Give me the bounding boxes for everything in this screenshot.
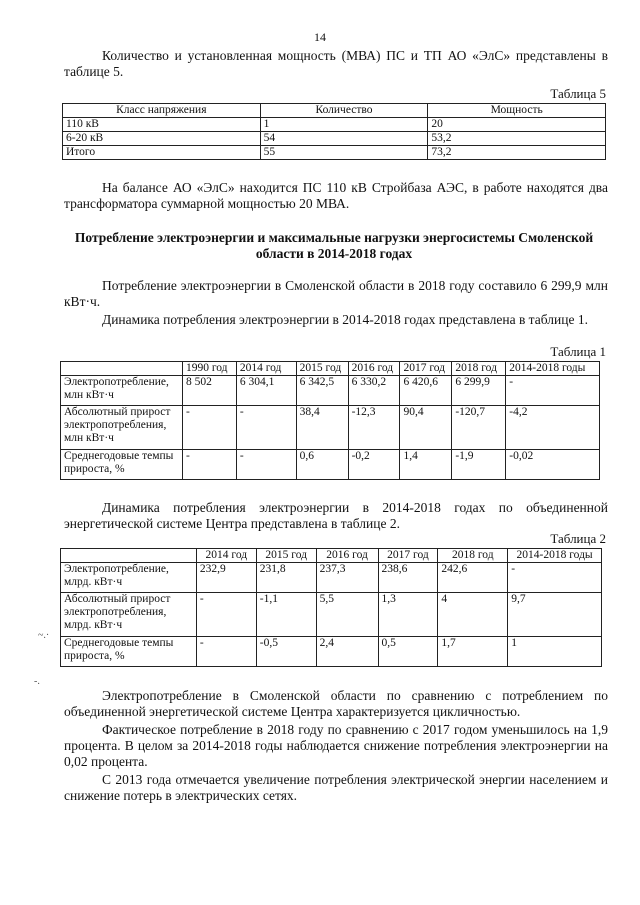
- table-row: [63, 132, 606, 146]
- table-header-row: [61, 549, 602, 563]
- table-cell: 1,7: [438, 637, 508, 667]
- table-cell: 73,2: [428, 146, 606, 160]
- table-row: [61, 406, 600, 450]
- table-cell: -: [236, 406, 296, 450]
- table-cell: 90,4: [400, 406, 452, 450]
- table-row: [63, 146, 606, 160]
- table-row: [61, 450, 600, 480]
- table-header-cell: 2015 год: [256, 549, 316, 563]
- table-row-label: Электропотребление, млрд. кВт·ч: [61, 563, 197, 593]
- table-cell: 6 299,9: [452, 376, 506, 406]
- table-header-row: [61, 362, 600, 376]
- section-heading: Потребление электроэнергии и максимальные нагрузки энергосистемы Смоленской области в 2014-2018 годах: [74, 230, 594, 261]
- table-row: [63, 118, 606, 132]
- table1-caption: Таблица 1: [550, 344, 606, 359]
- table-cell: 6 420,6: [400, 376, 452, 406]
- table-header-cell: 2014 год: [236, 362, 296, 376]
- table-cell: -0,2: [348, 450, 400, 480]
- table-cell: 55: [260, 146, 428, 160]
- table-row: [61, 593, 602, 637]
- table-cell: 4: [438, 593, 508, 637]
- table-header-cell: 1990 год: [182, 362, 236, 376]
- table-cell: 110 кВ: [63, 118, 261, 132]
- page-number: 14: [314, 30, 326, 44]
- table-header-cell: 2017 год: [400, 362, 452, 376]
- table-cell: 0,6: [296, 450, 348, 480]
- table-row-label: Абсолютный прирост электропотребления, млрд. кВт·ч: [61, 593, 197, 637]
- table2-caption: Таблица 2: [550, 531, 606, 546]
- table-header-cell: Мощность: [428, 104, 606, 118]
- table-cell: 1,3: [378, 593, 438, 637]
- table-cell: 232,9: [196, 563, 256, 593]
- table-cell: -0,5: [256, 637, 316, 667]
- table-row-label: Электропотребление, млн кВт·ч: [61, 376, 183, 406]
- table-header-cell: 2014-2018 годы: [508, 549, 602, 563]
- table-cell: -: [196, 593, 256, 637]
- table-row-label: Абсолютный прирост электропотребления, млн кВт·ч: [61, 406, 183, 450]
- table-row-label: Среднегодовые темпы прироста, %: [61, 637, 197, 667]
- paragraph-consumption-2018: Потребление электроэнергии в Смоленской области в 2018 году составило 6 299,9 млн кВт·ч.: [64, 278, 608, 309]
- table-cell: 0,5: [378, 637, 438, 667]
- table-cell: 1: [260, 118, 428, 132]
- table-cell: 6 342,5: [296, 376, 348, 406]
- table-cell: 1,4: [400, 450, 452, 480]
- table-cell: -12,3: [348, 406, 400, 450]
- table-cell: 237,3: [316, 563, 378, 593]
- table-header-cell: 2014 год: [196, 549, 256, 563]
- table-cell: -0,02: [506, 450, 600, 480]
- table-cell: 238,6: [378, 563, 438, 593]
- table-cell: 38,4: [296, 406, 348, 450]
- table-cell: 8 502: [182, 376, 236, 406]
- table-cell: 2,4: [316, 637, 378, 667]
- scan-artifact-mark: -.: [34, 676, 40, 687]
- table-cell: 231,8: [256, 563, 316, 593]
- table-cell: 6 330,2: [348, 376, 400, 406]
- table-row: [61, 376, 600, 406]
- table-cell: -: [196, 637, 256, 667]
- table-cell: 9,7: [508, 593, 602, 637]
- paragraph-since-2013: С 2013 года отмечается увеличение потребления электрической энергии населением и снижение потерь в электрических сетях.: [64, 772, 608, 803]
- table-cell: 20: [428, 118, 606, 132]
- table-header-cell: [61, 362, 183, 376]
- table-cell: 53,2: [428, 132, 606, 146]
- table-header-cell: Количество: [260, 104, 428, 118]
- table-header-cell: 2016 год: [316, 549, 378, 563]
- table-header-cell: 2018 год: [452, 362, 506, 376]
- table-cell: -: [182, 406, 236, 450]
- table-header-row: [63, 104, 606, 118]
- paragraph-dynamics-table1: Динамика потребления электроэнергии в 2014-2018 годах представлена в таблице 1.: [102, 312, 588, 327]
- table-header-cell: [61, 549, 197, 563]
- table-2: [60, 548, 602, 667]
- table-cell: 6 304,1: [236, 376, 296, 406]
- table-header-cell: Класс напряжения: [63, 104, 261, 118]
- table-1: [60, 361, 600, 480]
- paragraph-cyclicity: Электропотребление в Смоленской области по сравнению с потреблением по объединенной энергетической системе Центра характеризуется цикличностью.: [64, 688, 608, 719]
- table-5: [62, 103, 606, 160]
- paragraph-intro-table5: Количество и установленная мощность (МВА) ПС и ТП АО «ЭлС» представлены в таблице 5.: [64, 48, 608, 79]
- table-header-cell: 2015 год: [296, 362, 348, 376]
- table-cell: -: [508, 563, 602, 593]
- paragraph-balance: На балансе АО «ЭлС» находится ПС 110 кВ Стройбаза АЭС, в работе находятся два трансформатора суммарной мощностью 20 МВА.: [64, 180, 608, 211]
- table-cell: -: [182, 450, 236, 480]
- table-cell: 6-20 кВ: [63, 132, 261, 146]
- table-cell: 1: [508, 637, 602, 667]
- table-cell: 54: [260, 132, 428, 146]
- paragraph-dynamics-table2: Динамика потребления электроэнергии в 2014-2018 годах по объединенной энергетической системе Центра представлена в таблице 2.: [64, 500, 608, 531]
- table-header-cell: 2017 год: [378, 549, 438, 563]
- table5-caption: Таблица 5: [550, 86, 606, 101]
- table-row-label: Среднегодовые темпы прироста, %: [61, 450, 183, 480]
- paragraph-actual-consumption: Фактическое потребление в 2018 году по сравнению с 2017 годом уменьшилось на 1,9 процента. В целом за 2014-2018 годы наблюдается снижение потребления электроэнергии на 0,02 процента.: [64, 722, 608, 769]
- table-row: [61, 637, 602, 667]
- table-cell: 242,6: [438, 563, 508, 593]
- table-cell: -1,9: [452, 450, 506, 480]
- table-header-cell: 2014-2018 годы: [506, 362, 600, 376]
- table-row: [61, 563, 602, 593]
- table-cell: Итого: [63, 146, 261, 160]
- table-cell: -4,2: [506, 406, 600, 450]
- table-header-cell: 2018 год: [438, 549, 508, 563]
- table-cell: -: [506, 376, 600, 406]
- table-cell: -: [236, 450, 296, 480]
- table-header-cell: 2016 год: [348, 362, 400, 376]
- table-cell: -120,7: [452, 406, 506, 450]
- table-cell: 5,5: [316, 593, 378, 637]
- scan-artifact-mark: ~.·: [38, 630, 50, 641]
- table-cell: -1,1: [256, 593, 316, 637]
